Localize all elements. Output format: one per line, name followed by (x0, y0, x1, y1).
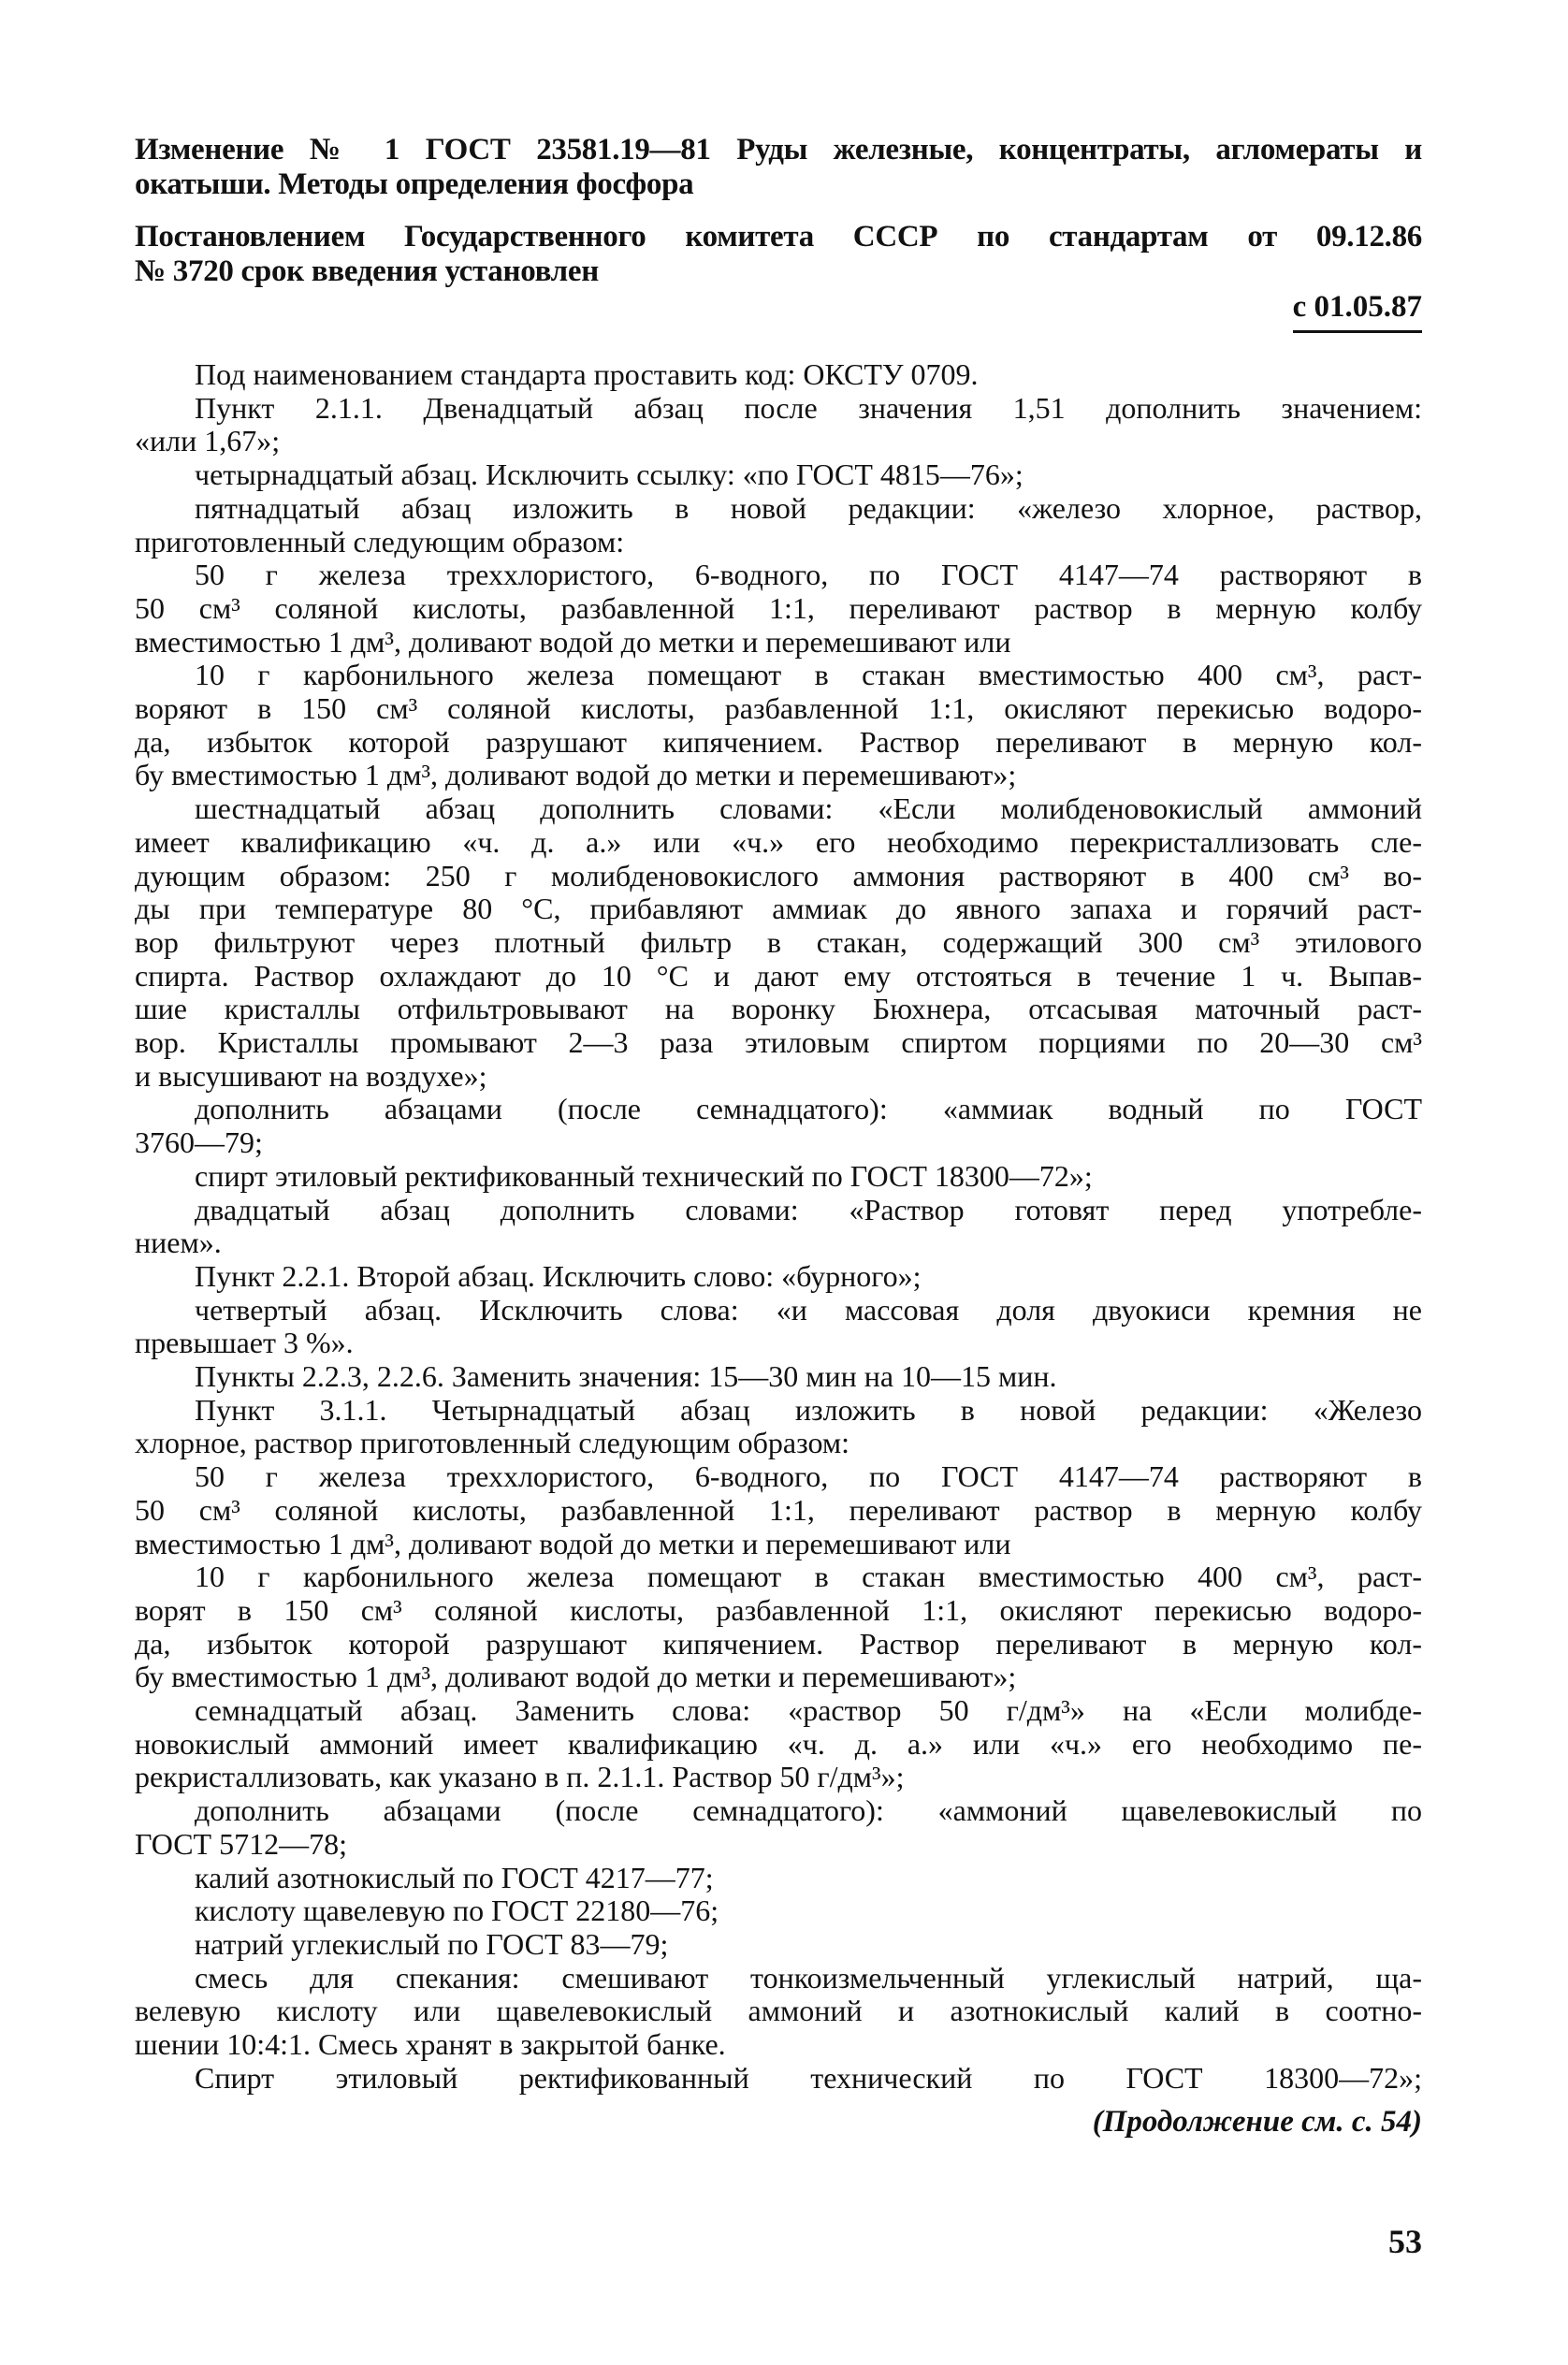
text-line: воряют в 150 см³ соляной кислоты, разбавленной 1:1, окисляют перекисью водоро- (135, 691, 1422, 725)
text-line: шестнадцатый абзац дополнить словами: «Если молибденовокислый аммоний (195, 791, 1422, 826)
text-line: семнадцатый абзац. Заменить слова: «раствор 50 г/дм³» на «Если молибде- (195, 1693, 1422, 1727)
text-line: 50 г железа треххлористого, 6-водного, по ГОСТ 4147—74 растворяют в (195, 558, 1422, 592)
text-line: 50 см³ соляной кислоты, разбавленной 1:1, переливают раствор в мерную колбу (135, 1492, 1422, 1527)
text-line: четвертый абзац. Исключить слова: «и массовая доля двуокиси кремния не (195, 1292, 1422, 1327)
text-line: 50 см³ соляной кислоты, разбавленной 1:1, переливают раствор в мерную колбу (135, 590, 1422, 625)
text-line: Пункт 2.1.1. Двенадцатый абзац после значения 1,51 дополнить значением: (195, 390, 1422, 425)
text-line: вместимостью 1 дм³, доливают водой до метки и перемешивают или (135, 624, 1011, 659)
text-line: 3760—79; (135, 1125, 263, 1160)
text-line: спирта. Раствор охлаждают до 10 °С и дают ему отстояться в течение 1 ч. Выпав- (135, 958, 1422, 993)
text-line: Спирт этиловый ректификованный технический по ГОСТ 18300—72»; (195, 2060, 1422, 2095)
text-line: кислоту щавелевую по ГОСТ 22180—76; (195, 1893, 719, 1928)
text-line: ды при температуре 80 °С, прибавляют аммиак до явного запаха и горячий раст- (135, 892, 1422, 926)
text-line: вместимостью 1 дм³, доливают водой до метки и перемешивают или (135, 1526, 1011, 1560)
text-line: «или 1,67»; (135, 424, 281, 458)
text-line: 10 г карбонильного железа помещают в стакан вместимостью 400 см³, раст- (195, 1560, 1422, 1594)
text-line: Пункт 3.1.1. Четырнадцатый абзац изложить в новой редакции: «Железо (195, 1392, 1422, 1427)
text-line: дополнить абзацами (после семнадцатого): «аммиак водный по ГОСТ (195, 1092, 1422, 1126)
text-line: ГОСТ 5712—78; (135, 1826, 347, 1861)
text-line: Пункт 2.2.1. Второй абзац. Исключить слово: «бурного»; (195, 1258, 922, 1293)
text-line: да, избыток которой разрушают кипячением. Раствор переливают в мерную кол- (135, 1626, 1422, 1661)
text-line: да, избыток которой разрушают кипячением. Раствор переливают в мерную кол- (135, 724, 1422, 759)
text-line: дополнить абзацами (после семнадцатого): «аммоний щавелевокислый по (195, 1793, 1422, 1828)
text-line: спирт этиловый ректификованный технический по ГОСТ 18300—72»; (195, 1158, 1093, 1193)
text-line: новокислый аммоний имеет квалификацию «ч. д. а.» или «ч.» его необходимо пе- (135, 1726, 1422, 1761)
text-line: вор фильтруют через плотный фильтр в стакан, содержащий 300 см³ этилового (135, 924, 1422, 959)
text-line: приготовленный следующим образом: (135, 524, 625, 559)
text-line: шении 10:4:1. Смесь хранят в закрытой банке. (135, 2027, 726, 2061)
text-line: Под наименованием стандарта проставить код: ОКСТУ 0709. (195, 357, 979, 391)
header-title-line: Изменение № 1 ГОСТ 23581.19—81 Руды железные, концентраты, агломераты и (135, 133, 1422, 167)
text-line: хлорное, раствор приготовленный следующим образом: (135, 1426, 850, 1460)
header-title-line: окатыши. Методы определения фосфора (135, 167, 694, 201)
text-line: 50 г железа треххлористого, 6-водного, по ГОСТ 4147—74 растворяют в (195, 1459, 1422, 1494)
text-line: смесь для спекания: смешивают тонкоизмельченный углекислый натрий, ща- (195, 1960, 1422, 1995)
text-line: шие кристаллы отфильтровывают на воронку Бюхнера, отсасывая маточный раст- (135, 992, 1422, 1026)
header-decree-line: Постановлением Государственного комитета СССР по стандартам от 09.12.86 (135, 220, 1422, 254)
effective-date: с 01.05.87 (1293, 290, 1422, 333)
page-number: 53 (1388, 2223, 1422, 2260)
text-line: Пункты 2.2.3, 2.2.6. Заменить значения: 15—30 мин на 10—15 мин. (195, 1359, 1057, 1393)
text-line: дующим образом: 250 г молибденовокислого аммония растворяют в 400 см³ во- (135, 858, 1422, 892)
text-line: и высушивают на воздухе»; (135, 1058, 487, 1093)
text-line: нием». (135, 1226, 222, 1260)
header-decree-line: № 3720 срок введения установлен (135, 254, 599, 288)
text-line: бу вместимостью 1 дм³, доливают водой до метки и перемешивают»; (135, 1660, 1017, 1694)
text-line: рекристаллизовать, как указано в п. 2.1.1. Раствор 50 г/дм³»; (135, 1760, 905, 1794)
text-line: превышает 3 %». (135, 1326, 354, 1360)
text-line: пятнадцатый абзац изложить в новой редакции: «железо хлорное, раствор, (195, 490, 1422, 525)
continuation-note: (Продолжение см. с. 54) (1092, 2105, 1422, 2139)
text-line: калий азотнокислый по ГОСТ 4217—77; (195, 1860, 714, 1894)
text-line: четырнадцатый абзац. Исключить ссылку: «по ГОСТ 4815—76»; (195, 457, 1024, 492)
text-line: бу вместимостью 1 дм³, доливают водой до метки и перемешивают»; (135, 758, 1017, 792)
text-line: натрий углекислый по ГОСТ 83—79; (195, 1926, 669, 1961)
text-line: имеет квалификацию «ч. д. а.» или «ч.» его необходимо перекристаллизовать сле- (135, 824, 1422, 859)
text-line: ворят в 150 см³ соляной кислоты, разбавленной 1:1, окисляют перекисью водоро- (135, 1592, 1422, 1627)
text-line: вор. Кристаллы промывают 2—3 раза этиловым спиртом порциями по 20—30 см³ (135, 1025, 1422, 1059)
text-line: велевую кислоту или щавелевокислый аммоний и азотнокислый калий в соотно- (135, 1994, 1422, 2028)
text-line: 10 г карбонильного железа помещают в стакан вместимостью 400 см³, раст- (195, 658, 1422, 692)
text-line: двадцатый абзац дополнить словами: «Раствор готовят перед употребле- (195, 1192, 1422, 1226)
